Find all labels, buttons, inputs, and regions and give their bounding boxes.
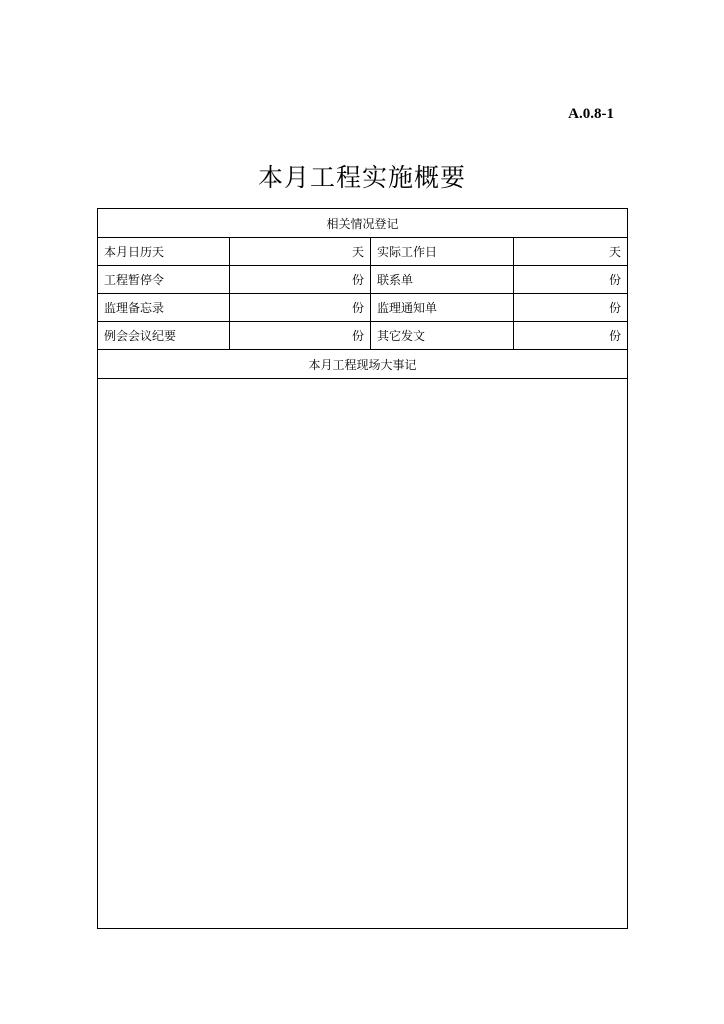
other-documents-unit[interactable]: 份 [514,322,628,350]
supervision-notice-label: 监理通知单 [371,294,514,322]
meeting-minutes-label: 例会会议纪要 [98,322,230,350]
other-documents-label: 其它发文 [371,322,514,350]
form-code: A.0.8-1 [568,106,614,122]
actual-workdays-label: 实际工作日 [371,238,514,266]
calendar-days-label: 本月日历天 [98,238,230,266]
suspension-order-label: 工程暂停令 [98,266,230,294]
supervision-notice-unit[interactable]: 份 [514,294,628,322]
events-section-label: 本月工程现场大事记 [98,350,628,379]
summary-form-table [97,208,628,929]
registration-header-row [98,209,628,238]
table-row [98,266,628,294]
events-content-area[interactable] [98,379,628,929]
document-title: 本月工程实施概要 [257,163,466,192]
actual-workdays-unit[interactable]: 天 [514,238,628,266]
events-content-row [98,379,628,929]
calendar-days-unit[interactable]: 天 [230,238,371,266]
events-header-row [98,350,628,379]
supervision-memo-label: 监理备忘录 [98,294,230,322]
table-row [98,238,628,266]
meeting-minutes-unit[interactable]: 份 [230,322,371,350]
contact-sheet-label: 联系单 [371,266,514,294]
table-row [98,294,628,322]
table-row [98,322,628,350]
registration-section-label: 相关情况登记 [98,209,628,238]
suspension-order-unit[interactable]: 份 [230,266,371,294]
contact-sheet-unit[interactable]: 份 [514,266,628,294]
supervision-memo-unit[interactable]: 份 [230,294,371,322]
